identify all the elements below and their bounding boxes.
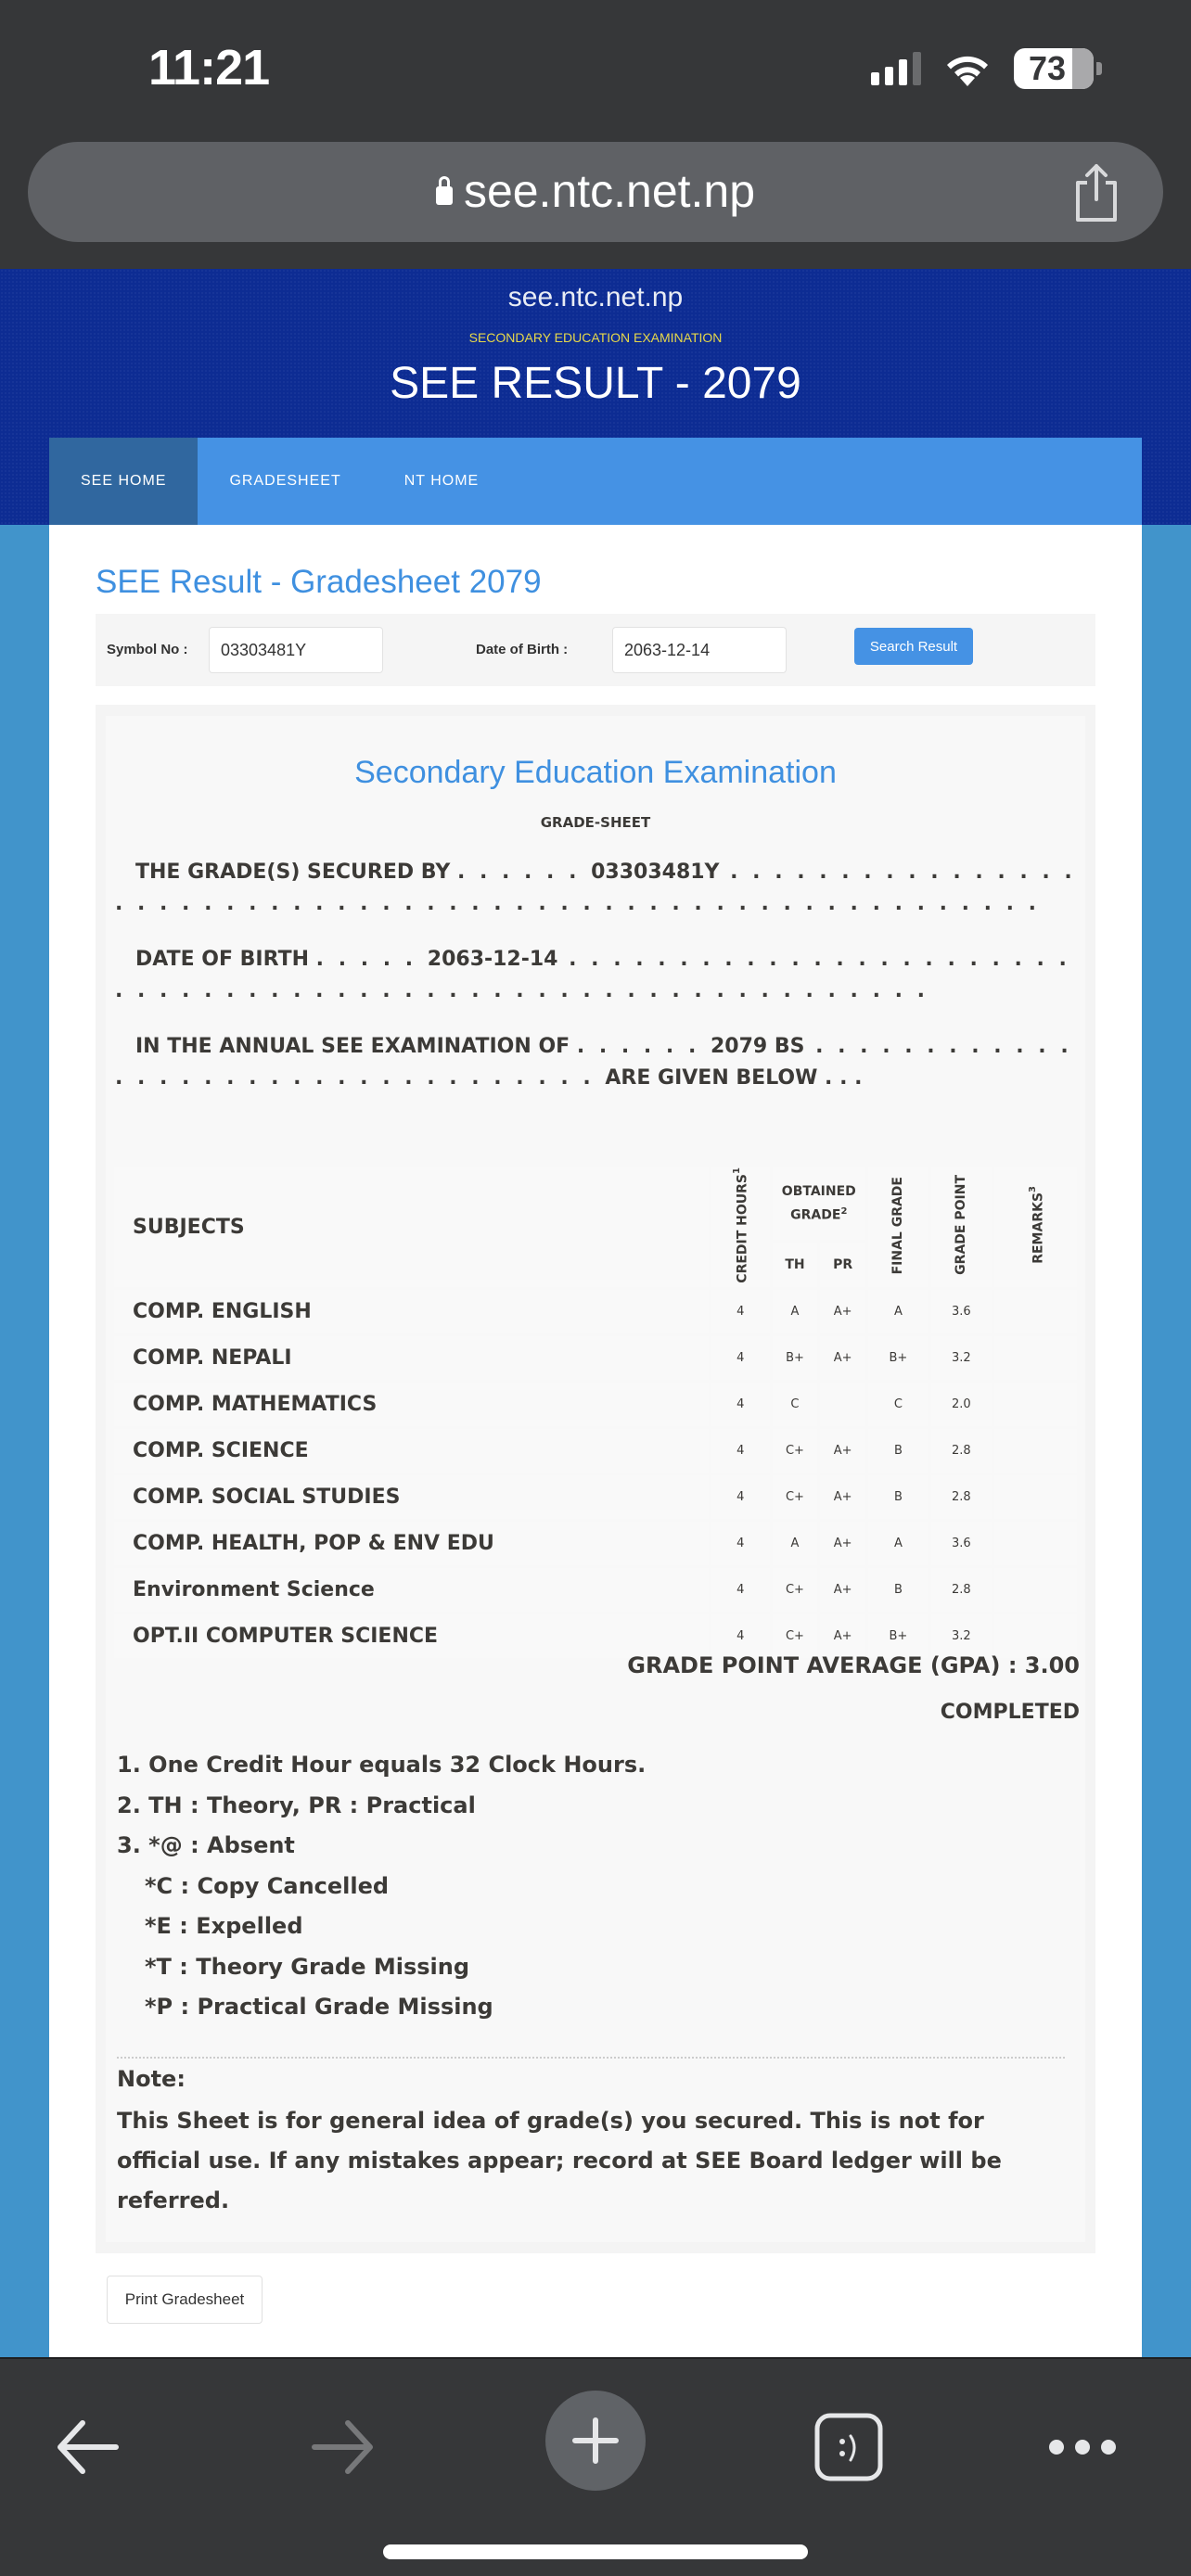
final-grade-cell: A (868, 1522, 928, 1565)
main-nav (49, 438, 1142, 525)
search-result-button[interactable]: Search Result (854, 628, 973, 665)
credit-hours-cell: 4 (711, 1614, 770, 1658)
practical-grade-cell: A+ (820, 1568, 865, 1612)
site-title: SEE RESULT - 2079 (390, 359, 801, 408)
practical-grade-cell: A+ (820, 1290, 865, 1333)
new-tab-button[interactable] (545, 2391, 646, 2491)
dob-value: 2063-12-14 (427, 948, 558, 971)
status-bar (0, 0, 1191, 130)
table-row (114, 1290, 1077, 1333)
credit-hours-cell: 4 (711, 1568, 770, 1612)
battery-level: 73 (1028, 49, 1067, 87)
grade-point-cell: 3.6 (931, 1290, 992, 1333)
gradesheet (106, 716, 1085, 2242)
home-indicator[interactable] (383, 2544, 808, 2559)
credit-hours-cell: 4 (711, 1290, 770, 1333)
exam-year: 2079 BS (710, 1035, 805, 1058)
nav-see-home[interactable]: SEE HOME (49, 438, 198, 525)
dob-input[interactable] (612, 627, 787, 673)
note-label: Note: (117, 2066, 186, 2092)
table-row (114, 1522, 1077, 1565)
symbol-no-label: Symbol No : (107, 642, 188, 657)
share-icon[interactable] (1069, 162, 1124, 223)
grade-point-cell: 2.8 (931, 1475, 992, 1519)
dob-line: DATE OF BIRTH . . . . . 2063-12-14 . . . . . . . . . . . . . . . . . . . . . . . . . . . . . . . . . . . . . . . . . . . . . . . . . . . . . . . . . . . . (115, 948, 1070, 1002)
subject-cell: COMP. MATHEMATICS (114, 1383, 709, 1426)
table-row (114, 1614, 1077, 1658)
tabs-button[interactable] (798, 2396, 900, 2498)
address-bar[interactable] (28, 142, 1163, 242)
grade-point-cell: 2.8 (931, 1429, 992, 1473)
arrow-right-icon (309, 2419, 376, 2475)
legend-item: 1. One Credit Hour equals 32 Clock Hours. (117, 1752, 647, 1778)
credit-hours-cell: 4 (711, 1429, 770, 1473)
back-button[interactable] (37, 2396, 139, 2498)
dob-line-label: DATE OF BIRTH (135, 948, 309, 971)
table-row (114, 1568, 1077, 1612)
subject-cell: COMP. HEALTH, POP & ENV EDU (114, 1522, 709, 1565)
given-below: ARE GIVEN BELOW . . . (605, 1066, 863, 1090)
theory-grade-cell: B+ (773, 1336, 818, 1380)
theory-grade-cell: C+ (773, 1475, 818, 1519)
grade-point-cell: 3.2 (931, 1614, 992, 1658)
practical-grade-cell (820, 1383, 865, 1426)
practical-grade-cell: A+ (820, 1336, 865, 1380)
forward-button[interactable] (291, 2396, 393, 2498)
gradesheet-panel (96, 705, 1095, 2253)
table-row (114, 1336, 1077, 1380)
gradesheet-title: Secondary Education Examination (354, 755, 837, 790)
subject-cell: Environment Science (114, 1568, 709, 1612)
wifi-icon (941, 49, 993, 88)
remarks-cell (994, 1336, 1077, 1380)
credit-hours-cell: 4 (711, 1475, 770, 1519)
legend-item: *C : Copy Cancelled (145, 1872, 390, 1899)
legend-item: *E : Expelled (145, 1913, 303, 1939)
theory-grade-cell: A (773, 1290, 818, 1333)
practical-grade-cell: A+ (820, 1475, 865, 1519)
result-status: COMPLETED (940, 1701, 1080, 1724)
remarks-cell (994, 1475, 1077, 1519)
remarks-cell (994, 1383, 1077, 1426)
site-subtitle: SECONDARY EDUCATION EXAMINATION (468, 330, 723, 345)
remarks-cell (994, 1290, 1077, 1333)
exam-line: IN THE ANNUAL SEE EXAMINATION OF . . . . . . 2079 BS . . . . . . . . . . . . . . . . . . . . . . . . . . . . . . . . . . ARE GIVEN BELOW . . . (115, 1035, 1072, 1090)
symbol-no-input[interactable] (209, 627, 383, 673)
practical-grade-cell: A+ (820, 1614, 865, 1658)
secured-by-line: THE GRADE(S) SECURED BY . . . . . . 03303481Y . . . . . . . . . . . . . . . . . . . . . . . . . . . . . . . . . . . . . . . . . . . . . . . . . . . . . . . . . . (115, 861, 1076, 915)
remarks-cell (994, 1568, 1077, 1612)
table-row (114, 1383, 1077, 1426)
remarks-cell (994, 1429, 1077, 1473)
col-remarks: REMARKS$^3$ (994, 1167, 1077, 1287)
status-time: 11:21 (148, 40, 270, 96)
col-pr: PR (820, 1243, 865, 1287)
status-icons (871, 48, 1102, 89)
secured-by-label: THE GRADE(S) SECURED BY (135, 861, 451, 884)
symbol-no-value: 03303481Y (591, 861, 720, 884)
url-display[interactable] (28, 164, 1163, 218)
col-subjects: SUBJECTS (114, 1167, 709, 1287)
practical-grade-cell: A+ (820, 1429, 865, 1473)
final-grade-cell: B (868, 1568, 928, 1612)
credit-hours-cell: 4 (711, 1383, 770, 1426)
final-grade-cell: B (868, 1475, 928, 1519)
final-grade-cell: C (868, 1383, 928, 1426)
gpa-value: GRADE POINT AVERAGE (GPA) : 3.00 (627, 1652, 1080, 1678)
grade-point-cell: 2.0 (931, 1383, 992, 1426)
battery-nub (1096, 62, 1102, 75)
subject-cell: COMP. SOCIAL STUDIES (114, 1475, 709, 1519)
subject-cell: COMP. NEPALI (114, 1336, 709, 1380)
col-grade-point: GRADE POINT (931, 1167, 992, 1287)
site-domain: see.ntc.net.np (507, 282, 684, 312)
plus-icon (545, 2391, 646, 2491)
subject-cell: COMP. ENGLISH (114, 1290, 709, 1333)
final-grade-cell: B+ (868, 1336, 928, 1380)
final-grade-cell: B (868, 1429, 928, 1473)
subject-cell: COMP. SCIENCE (114, 1429, 709, 1473)
content-container (49, 525, 1142, 2357)
subject-cell: OPT.II COMPUTER SCIENCE (114, 1614, 709, 1658)
note-divider (117, 2057, 1065, 2059)
final-grade-cell: A (868, 1290, 928, 1333)
col-obtained-grade: OBTAINED GRADE$^2$ (773, 1167, 865, 1240)
grade-point-cell: 2.8 (931, 1568, 992, 1612)
arrow-left-icon (55, 2419, 122, 2475)
final-grade-cell: B+ (868, 1614, 928, 1658)
dob-label: Date of Birth : (476, 642, 569, 657)
grade-point-cell: 3.6 (931, 1522, 992, 1565)
theory-grade-cell: C (773, 1383, 818, 1426)
practical-grade-cell: A+ (820, 1522, 865, 1565)
nav-gradesheet[interactable]: GRADESHEET (229, 473, 341, 489)
more-button[interactable] (1031, 2396, 1133, 2498)
table-row (114, 1429, 1077, 1473)
legend (117, 1745, 646, 2028)
browser-toolbar (0, 2357, 1191, 2576)
more-dots-icon (1047, 2438, 1118, 2456)
theory-grade-cell: C+ (773, 1429, 818, 1473)
tabs-smiley-icon (813, 2412, 884, 2482)
grades-table (111, 1165, 1080, 1661)
page-heading: SEE Result - Gradesheet 2079 (96, 564, 542, 600)
col-th: TH (773, 1243, 818, 1287)
grade-point-cell: 3.2 (931, 1336, 992, 1380)
exam-label: IN THE ANNUAL SEE EXAMINATION OF (135, 1035, 570, 1058)
legend-item: 3. *@ : Absent (117, 1832, 295, 1858)
print-gradesheet-button[interactable]: Print Gradesheet (107, 2276, 263, 2324)
col-final-grade: FINAL GRADE (868, 1167, 928, 1287)
gradesheet-subtitle: GRADE-SHEET (540, 814, 651, 831)
cellular-signal-icon (871, 52, 921, 85)
col-credit-hours: CREDIT HOURS$^1$ (711, 1167, 770, 1287)
theory-grade-cell: C+ (773, 1568, 818, 1612)
remarks-cell (994, 1522, 1077, 1565)
theory-grade-cell: C+ (773, 1614, 818, 1658)
search-form (96, 614, 1095, 686)
battery-icon (1014, 48, 1094, 89)
credit-hours-cell: 4 (711, 1336, 770, 1380)
theory-grade-cell: A (773, 1522, 818, 1565)
nav-nt-home[interactable]: NT HOME (403, 473, 480, 489)
legend-item: *T : Theory Grade Missing (145, 1953, 470, 1980)
url-text: see.ntc.net.np (463, 165, 756, 217)
web-page (0, 269, 1191, 2357)
remarks-cell (994, 1614, 1077, 1658)
legend-item: 2. TH : Theory, PR : Practical (117, 1792, 476, 1818)
credit-hours-cell: 4 (711, 1522, 770, 1565)
legend-item: *P : Practical Grade Missing (145, 1994, 493, 2020)
note-text: This Sheet is for general idea of grade(s) you secured. This is not for official use. If any mistakes appear; record at SEE Board ledger will be referred. (117, 2108, 1002, 2213)
lock-icon (436, 186, 453, 205)
table-row (114, 1475, 1077, 1519)
